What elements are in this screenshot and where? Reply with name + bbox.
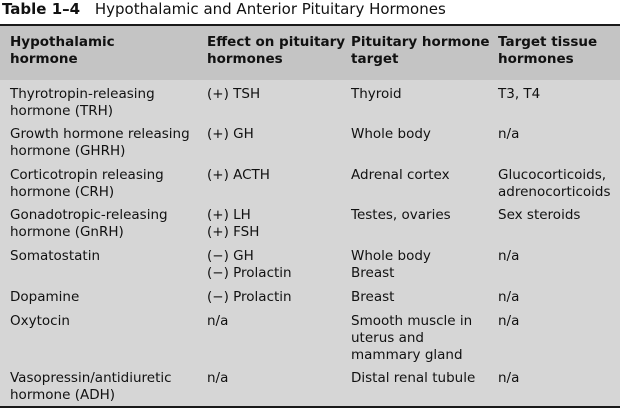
cell-effect (207, 126, 254, 143)
cell-line: hormone (ADH) (10, 387, 116, 403)
table-number: Table 1–4 (2, 0, 81, 18)
cell-target (351, 289, 394, 306)
cell-line: (+) TSH (207, 86, 261, 102)
cell-tissue (498, 248, 519, 265)
cell-line: hormone (CRH) (10, 184, 115, 200)
cell-hypothalamic (10, 248, 100, 265)
cell-line: adrenocorticoids (498, 184, 611, 200)
cell-line: Growth hormone releasing (10, 126, 190, 142)
cell-line: n/a (207, 370, 229, 386)
cell-target (351, 86, 402, 103)
cell-line: Vasopressin/antidiuretic (10, 370, 172, 386)
cell-hypothalamic (10, 289, 79, 306)
cell-hypothalamic (10, 167, 164, 201)
cell-tissue (498, 370, 519, 387)
header-line: hormones (207, 51, 283, 67)
cell-tissue (498, 86, 540, 103)
cell-line: n/a (498, 370, 520, 386)
cell-tissue (498, 126, 519, 143)
cell-line: n/a (498, 313, 520, 329)
cell-target (351, 313, 472, 364)
cell-line: (+) FSH (207, 224, 260, 240)
cell-line: (−) Prolactin (207, 265, 292, 281)
cell-hypothalamic (10, 86, 155, 120)
cell-effect (207, 167, 270, 184)
cell-target (351, 207, 451, 224)
cell-line: (+) GH (207, 126, 254, 142)
header-line: Target tissue (498, 34, 598, 50)
cell-line: (+) LH (207, 207, 251, 223)
header-line: Pituitary hormone (351, 34, 490, 50)
cell-tissue (498, 313, 519, 330)
cell-line: n/a (498, 126, 520, 142)
cell-line: mammary gland (351, 347, 463, 363)
header-line: hormone (10, 51, 78, 67)
cell-line: Breast (351, 265, 395, 281)
cell-effect (207, 207, 259, 241)
cell-line: Testes, ovaries (351, 207, 451, 223)
cell-tissue (498, 207, 580, 224)
cell-target (351, 248, 431, 282)
cell-hypothalamic (10, 370, 172, 404)
cell-line: T3, T4 (498, 86, 541, 102)
table-header-row (0, 26, 620, 80)
cell-tissue (498, 167, 611, 201)
cell-line: uterus and (351, 330, 424, 346)
cell-effect (207, 313, 228, 330)
cell-line: Corticotropin releasing (10, 167, 164, 183)
cell-hypothalamic (10, 207, 168, 241)
cell-line: Oxytocin (10, 313, 70, 329)
cell-line: hormone (GnRH) (10, 224, 124, 240)
cell-line: Smooth muscle in (351, 313, 473, 329)
header-hypothalamic-hormone (10, 34, 115, 68)
cell-line: Whole body (351, 248, 431, 264)
cell-line: Thyroid (351, 86, 402, 102)
cell-target (351, 167, 450, 184)
cell-line: (+) ACTH (207, 167, 270, 183)
cell-line: n/a (498, 289, 520, 305)
cell-line: Distal renal tubule (351, 370, 476, 386)
header-line: hormones (498, 51, 574, 67)
header-pituitary-target (351, 34, 490, 68)
cell-effect (207, 248, 292, 282)
cell-hypothalamic (10, 313, 70, 330)
cell-line: hormone (GHRH) (10, 143, 126, 159)
header-line: Effect on pituitary (207, 34, 346, 50)
cell-effect (207, 86, 260, 103)
cell-line: Adrenal cortex (351, 167, 450, 183)
cell-line: Somatostatin (10, 248, 101, 264)
cell-line: Sex steroids (498, 207, 581, 223)
cell-effect (207, 289, 292, 306)
header-line: Hypothalamic (10, 34, 115, 50)
table-caption (2, 0, 446, 24)
cell-line: Breast (351, 289, 395, 305)
cell-target (351, 126, 431, 143)
header-target-tissue (498, 34, 597, 68)
cell-line: (−) GH (207, 248, 254, 264)
header-line: target (351, 51, 399, 67)
cell-line: Gonadotropic-releasing (10, 207, 168, 223)
cell-line: Glucocorticoids, (498, 167, 607, 183)
cell-tissue (498, 289, 519, 306)
cell-target (351, 370, 475, 387)
hormone-table (0, 24, 620, 408)
cell-line: n/a (498, 248, 520, 264)
cell-line: n/a (207, 313, 229, 329)
cell-line: Dopamine (10, 289, 80, 305)
table-title: Hypothalamic and Anterior Pituitary Hormones (94, 0, 446, 18)
header-effect-on-pituitary (207, 34, 345, 68)
cell-line: (−) Prolactin (207, 289, 292, 305)
cell-effect (207, 370, 228, 387)
cell-hypothalamic (10, 126, 190, 160)
cell-line: hormone (TRH) (10, 103, 114, 119)
cell-line: Thyrotropin-releasing (10, 86, 155, 102)
cell-line: Whole body (351, 126, 431, 142)
